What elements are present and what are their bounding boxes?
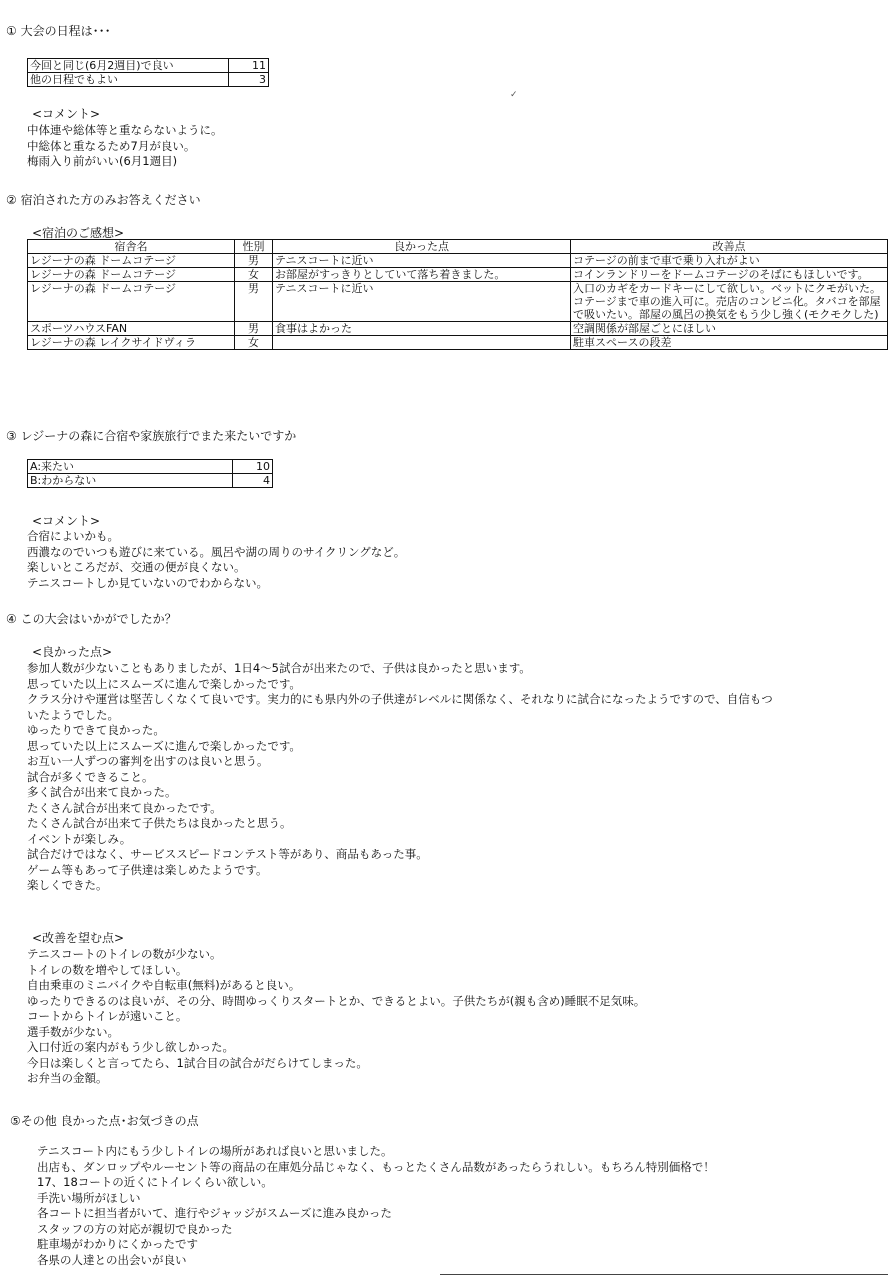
list-item: ゆったりできるのは良いが、その分、時間ゆっくりスタートとか、できるとよい。子供たちが(親も含め)睡眠不足気味。 bbox=[27, 993, 646, 1008]
q5-list bbox=[37, 1144, 715, 1268]
scan-mark: ✓ bbox=[510, 90, 518, 100]
lodge-cell: レジーナの森 レイクサイドヴィラ bbox=[28, 336, 235, 350]
list-item: テニスコートしか見ていないのでわからない。 bbox=[27, 575, 269, 590]
lodge-cell: レジーナの森 ドームコテージ bbox=[28, 268, 235, 282]
list-item: ゲーム等もあって子供達は楽しめたようです。 bbox=[27, 862, 268, 877]
q4-good-list bbox=[27, 661, 882, 894]
table-row bbox=[28, 268, 888, 282]
gender-cell: 男 bbox=[235, 282, 273, 322]
list-item: 楽しくできた。 bbox=[27, 878, 108, 892]
q5-title: ⑤その他 良かった点･お気づきの点 bbox=[10, 1114, 199, 1128]
list-item: 駐車場がわかりにくかったです bbox=[37, 1237, 198, 1251]
q3-option-label: A:来たい bbox=[28, 460, 233, 474]
table-row bbox=[28, 336, 888, 350]
q1-option-label: 他の日程でもよい bbox=[28, 73, 229, 87]
list-item: 各県の人達との出会いが良い bbox=[37, 1252, 187, 1267]
q1-title: ① 大会の日程は･･･ bbox=[6, 24, 111, 38]
list-item: 中体連や総体等と重ならないように。 bbox=[27, 123, 223, 137]
q3-comment-heading: <コメント> bbox=[32, 514, 101, 528]
list-item: 思っていた以上にスムーズに進んで楽しかったです。 bbox=[27, 676, 301, 691]
good-cell: お部屋がすっきりとしていて落ち着きました。 bbox=[273, 268, 571, 282]
good-cell: 食事はよかった bbox=[273, 322, 571, 336]
list-item: テニスコート内にもう少しトイレの場所があれば良いと思いました。 bbox=[37, 1144, 393, 1158]
list-item: お弁当の金額。 bbox=[27, 1071, 108, 1085]
q4-title: ④ この大会はいかがでしたか？ bbox=[6, 612, 177, 626]
list-item: 出店も、ダンロップやルーセント等の商品の在庫処分品じゃなく、もっとたくさん品数があったらうれしい。もちろん特別価格で！ bbox=[37, 1159, 715, 1174]
list-item: 中総体と重なるため7月が良い。 bbox=[27, 138, 196, 153]
list-item: いたようでした。 bbox=[27, 707, 119, 722]
q3-option-count: 4 bbox=[233, 474, 273, 488]
gender-cell: 男 bbox=[235, 254, 273, 268]
q2-table-title: <宿泊のご感想> bbox=[32, 226, 125, 240]
list-item: 思っていた以上にスムーズに進んで楽しかったです。 bbox=[27, 738, 301, 753]
list-item: 梅雨入り前がいい(6月1週目) bbox=[27, 154, 178, 168]
list-item: 楽しいところだが、交通の便が良くない。 bbox=[27, 560, 246, 574]
q1-option-count: 11 bbox=[229, 59, 269, 73]
column-header: 宿舎名 bbox=[28, 240, 235, 254]
column-header: 改善点 bbox=[571, 240, 888, 254]
table-row bbox=[28, 254, 888, 268]
list-item: イベントが楽しみ。 bbox=[27, 831, 132, 846]
q3-option-label: B:わからない bbox=[28, 474, 233, 488]
gender-cell: 男 bbox=[235, 322, 273, 336]
list-item: 各コートに担当者がいて、進行やジャッジがスムーズに進み良かった bbox=[37, 1206, 392, 1220]
improve-cell: コテージの前まで車で乗り入れがよい bbox=[571, 254, 888, 268]
list-item: お互い一人ずつの審判を出すのは良いと思う。 bbox=[27, 754, 269, 768]
list-item: スタッフの方の対応が親切で良かった bbox=[37, 1221, 233, 1236]
q4-good-heading: <良かった点> bbox=[32, 645, 113, 659]
q3-option-count: 10 bbox=[233, 460, 273, 474]
improve-cell: 空調関係が部屋ごとにほしい bbox=[571, 322, 888, 336]
q2-table bbox=[27, 239, 888, 350]
list-item: 今日は楽しくと言ってたら、1試合目の試合がだらけてしまった。 bbox=[27, 1055, 368, 1070]
list-item: 手洗い場所がほしい bbox=[37, 1190, 141, 1205]
q3-comments bbox=[27, 529, 405, 591]
gender-cell: 女 bbox=[235, 336, 273, 350]
good-cell bbox=[273, 336, 571, 350]
list-item: 参加人数が少ないこともありましたが、1日4～5試合が出来たので、子供は良かったと思います。 bbox=[27, 661, 531, 675]
table-header-row bbox=[28, 240, 888, 254]
list-item: テニスコートのトイレの数が少ない。 bbox=[27, 947, 222, 961]
list-item: 自由乗車のミニバイクや自転車(無料)があると良い。 bbox=[27, 978, 301, 992]
q1-comments bbox=[27, 123, 223, 170]
table-row bbox=[28, 474, 273, 488]
table-row bbox=[28, 282, 888, 322]
list-item: コートからトイレが遠いこと。 bbox=[27, 1009, 188, 1023]
good-cell: テニスコートに近い bbox=[273, 254, 571, 268]
list-item: 入口付近の案内がもう少し欲しかった。 bbox=[27, 1040, 234, 1054]
column-header: 性別 bbox=[235, 240, 273, 254]
table-row bbox=[28, 59, 269, 73]
improve-cell: 駐車スペースの段差 bbox=[571, 336, 888, 350]
q1-option-label: 今回と同じ(6月2週目)で良い bbox=[28, 59, 229, 73]
improve-cell: 入口のカギをカードキーにして欲しい。ベットにクモがいた。コテージまで車の進入可に。売店のコンビニ化。タバコを部屋で吸いたい。部屋の風呂の換気をもう少し強く(モクモクした) bbox=[571, 282, 888, 322]
table-row bbox=[28, 460, 273, 474]
gender-cell: 女 bbox=[235, 268, 273, 282]
list-item: 選手数が少ない。 bbox=[27, 1024, 119, 1039]
table-row bbox=[28, 73, 269, 87]
lodge-cell: スポーツハウスFAN bbox=[28, 322, 235, 336]
page-bottom-rule bbox=[440, 1274, 888, 1275]
q3-table bbox=[27, 459, 273, 488]
q1-comment-heading: <コメント> bbox=[32, 107, 101, 121]
list-item: 合宿によいかも。 bbox=[27, 529, 119, 543]
good-cell: テニスコートに近い bbox=[273, 282, 571, 322]
q1-option-count: 3 bbox=[229, 73, 269, 87]
list-item: 試合だけではなく、サービススピードコンテスト等があり、商品もあった事。 bbox=[27, 847, 428, 861]
list-item: ゆったりできて良かった。 bbox=[27, 723, 165, 737]
list-item: たくさん試合が出来て良かったです。 bbox=[27, 800, 222, 815]
list-item: 17、18コートの近くにトイレくらい欲しい。 bbox=[37, 1175, 273, 1189]
q1-table bbox=[27, 58, 269, 87]
list-item: 試合が多くできること。 bbox=[27, 769, 154, 784]
improve-cell: コインランドリーをドームコテージのそばにもほしいです。 bbox=[571, 268, 888, 282]
list-item: 西濃なのでいつも遊びに来ている。風呂や湖の周りのサイクリングなど。 bbox=[27, 544, 406, 559]
column-header: 良かった点 bbox=[273, 240, 571, 254]
q4-improve-heading: <改善を望む点> bbox=[32, 931, 125, 945]
table-row bbox=[28, 322, 888, 336]
lodge-cell: レジーナの森 ドームコテージ bbox=[28, 254, 235, 268]
list-item: たくさん試合が出来て子供たちは良かったと思う。 bbox=[27, 816, 292, 830]
lodge-cell: レジーナの森 ドームコテージ bbox=[28, 282, 235, 322]
list-item: 多く試合が出来て良かった。 bbox=[27, 785, 177, 799]
list-item: クラス分けや運営は堅苦しくなくて良いです。実力的にも県内外の子供達がレベルに関係なく、それなりに試合になったようですので、自信もつ bbox=[27, 692, 773, 706]
q2-title: ② 宿泊された方のみお答えください bbox=[6, 193, 201, 207]
list-item: トイレの数を増やしてほしい。 bbox=[27, 962, 188, 977]
q3-title: ③ レジーナの森に合宿や家族旅行でまた来たいですか bbox=[6, 429, 297, 443]
q4-improve-list bbox=[27, 947, 645, 1087]
